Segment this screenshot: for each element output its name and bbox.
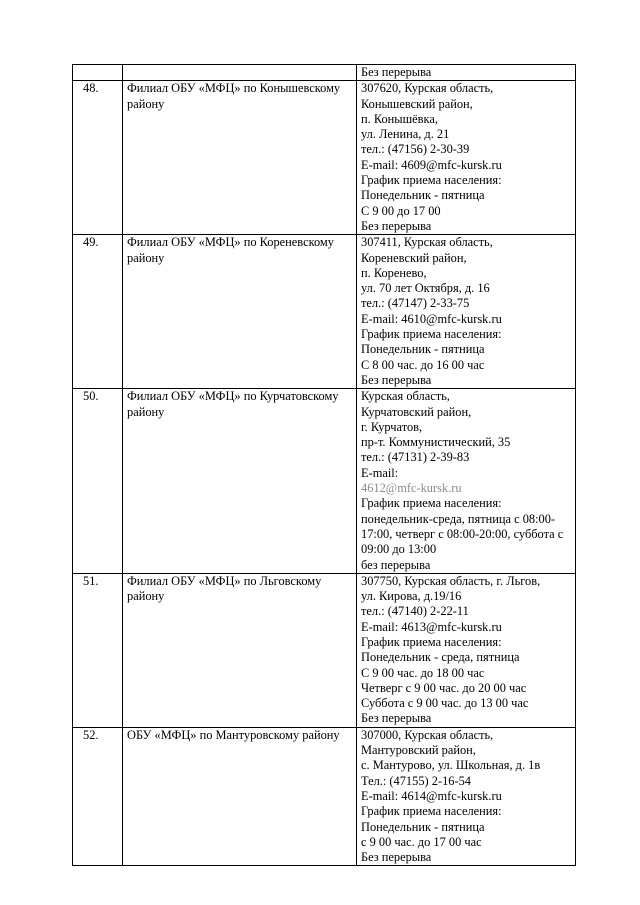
schedule-heading: График приема населения: xyxy=(361,634,502,649)
info-line: Мантуровский район, xyxy=(361,743,476,758)
branch-name: Филиал ОБУ «МФЦ» по Курчатовскому району xyxy=(127,389,339,419)
table-row-continuation xyxy=(73,65,576,81)
break-line: Без перерыва xyxy=(361,218,432,233)
branch-name-cell xyxy=(123,65,357,81)
info-line: п. Коренево, xyxy=(361,265,427,280)
info-line: пр-т. Коммунистический, 35 xyxy=(361,435,511,450)
schedule-heading: График приема населения: xyxy=(361,327,502,342)
row-number-cell: 51. xyxy=(73,573,123,727)
phone-line: тел.: (47140) 2-22-11 xyxy=(361,604,469,619)
schedule-line: С 8 00 час. до 16 00 час xyxy=(361,357,485,372)
branch-info-cell xyxy=(357,573,576,727)
phone-line: тел.: (47156) 2-30-39 xyxy=(361,142,470,157)
schedule-line: Суббота с 9 00 час. до 13 00 час xyxy=(361,696,529,711)
break-line: Без перерыва xyxy=(361,850,432,865)
row-number-cell: 50. xyxy=(73,389,123,574)
branch-name: Филиал ОБУ «МФЦ» по Конышевскому району xyxy=(127,81,341,111)
branch-name-cell xyxy=(123,81,357,235)
email-label: E-mail: xyxy=(361,465,399,480)
branch-name: Филиал ОБУ «МФЦ» по Льговскому району xyxy=(127,573,322,604)
info-line: с. Мантурово, ул. Школьная, д. 1в xyxy=(361,758,541,773)
info-line: Курчатовский район, xyxy=(361,404,472,419)
break-line: без перерыва xyxy=(361,557,431,572)
info-line: Конышевский район, xyxy=(361,96,473,111)
schedule-line: Понедельник - пятница xyxy=(361,188,485,203)
schedule-line: с 9 00 час. до 17 00 час xyxy=(361,834,482,849)
row-number-cell: 48. xyxy=(73,81,123,235)
branch-name: Филиал ОБУ «МФЦ» по Кореневскому району xyxy=(127,235,334,265)
info-line: 307750, Курская область, г. Льгов, xyxy=(361,573,541,588)
schedule-line: Четверг с 9 00 час. до 20 00 час xyxy=(361,680,527,695)
email-line: E-mail: 4610@mfc-kursk.ru xyxy=(361,311,502,326)
row-number-cell: 52. xyxy=(73,727,123,866)
schedule-heading: График приема населения: xyxy=(361,173,502,188)
table-row-52 xyxy=(73,727,576,866)
schedule-heading: График приема населения: xyxy=(361,804,502,819)
schedule-line: Понедельник - пятница xyxy=(361,342,485,357)
branch-name-cell xyxy=(123,573,357,727)
info-line: 307411, Курская область, xyxy=(361,235,493,250)
email-line: E-mail: 4613@mfc-kursk.ru xyxy=(361,619,502,634)
email-line: E-mail: 4609@mfc-kursk.ru xyxy=(361,157,502,172)
info-line: Кореневский район, xyxy=(361,250,467,265)
email-line: E-mail: 4614@mfc-kursk.ru xyxy=(361,788,502,803)
schedule-line: С 9 00 до 17 00 xyxy=(361,203,441,218)
info-line: п. Конышёвка, xyxy=(361,111,438,126)
schedule-text: График приема населения: понедельник-среда, пятница с 08:00-17:00, четверг с 08:00-20:00, суббота с 09:00 до 13:00 xyxy=(361,496,564,557)
info-line: ул. 70 лет Октября, д. 16 xyxy=(361,281,490,296)
phone-line: тел.: (47147) 2-33-75 xyxy=(361,296,470,311)
table-row-50 xyxy=(73,389,576,574)
branch-info-cell xyxy=(357,65,576,81)
info-line: г. Курчатов, xyxy=(361,419,423,434)
phone-line: Тел.: (47155) 2-16-54 xyxy=(361,773,471,788)
table-row-48 xyxy=(73,81,576,235)
schedule-line: Понедельник - среда, пятница xyxy=(361,650,520,665)
row-number-cell: 49. xyxy=(73,235,123,389)
branch-name-cell xyxy=(123,727,357,866)
info-line: Курская область, xyxy=(361,389,450,404)
branch-name-cell xyxy=(123,389,357,574)
email-address: 4612@mfc-kursk.ru xyxy=(361,481,462,496)
break-line: Без перерыва xyxy=(361,711,432,726)
branch-info-cell xyxy=(357,727,576,866)
info-line: ул. Ленина, д. 21 xyxy=(361,127,450,142)
table-row-49 xyxy=(73,235,576,389)
branch-info-cell xyxy=(357,81,576,235)
phone-line: тел.: (47131) 2-39-83 xyxy=(361,450,470,465)
branch-name-cell xyxy=(123,235,357,389)
schedule-line: Понедельник - пятница xyxy=(361,819,485,834)
branch-name: ОБУ «МФЦ» по Мантуровскому району xyxy=(127,727,340,742)
schedule-line: С 9 00 час. до 18 00 час xyxy=(361,665,485,680)
branch-info-cell xyxy=(357,389,576,574)
break-line: Без перерыва xyxy=(361,372,432,387)
table-row-51 xyxy=(73,573,576,727)
info-line: Без перерыва xyxy=(361,65,432,79)
info-line: 307000, Курская область, xyxy=(361,727,494,742)
mfc-branches-table xyxy=(72,64,576,866)
info-line: 307620, Курская область, xyxy=(361,81,494,96)
row-number-cell xyxy=(73,65,123,81)
branch-info-cell xyxy=(357,235,576,389)
info-line: ул. Кирова, д.19/16 xyxy=(361,589,462,604)
